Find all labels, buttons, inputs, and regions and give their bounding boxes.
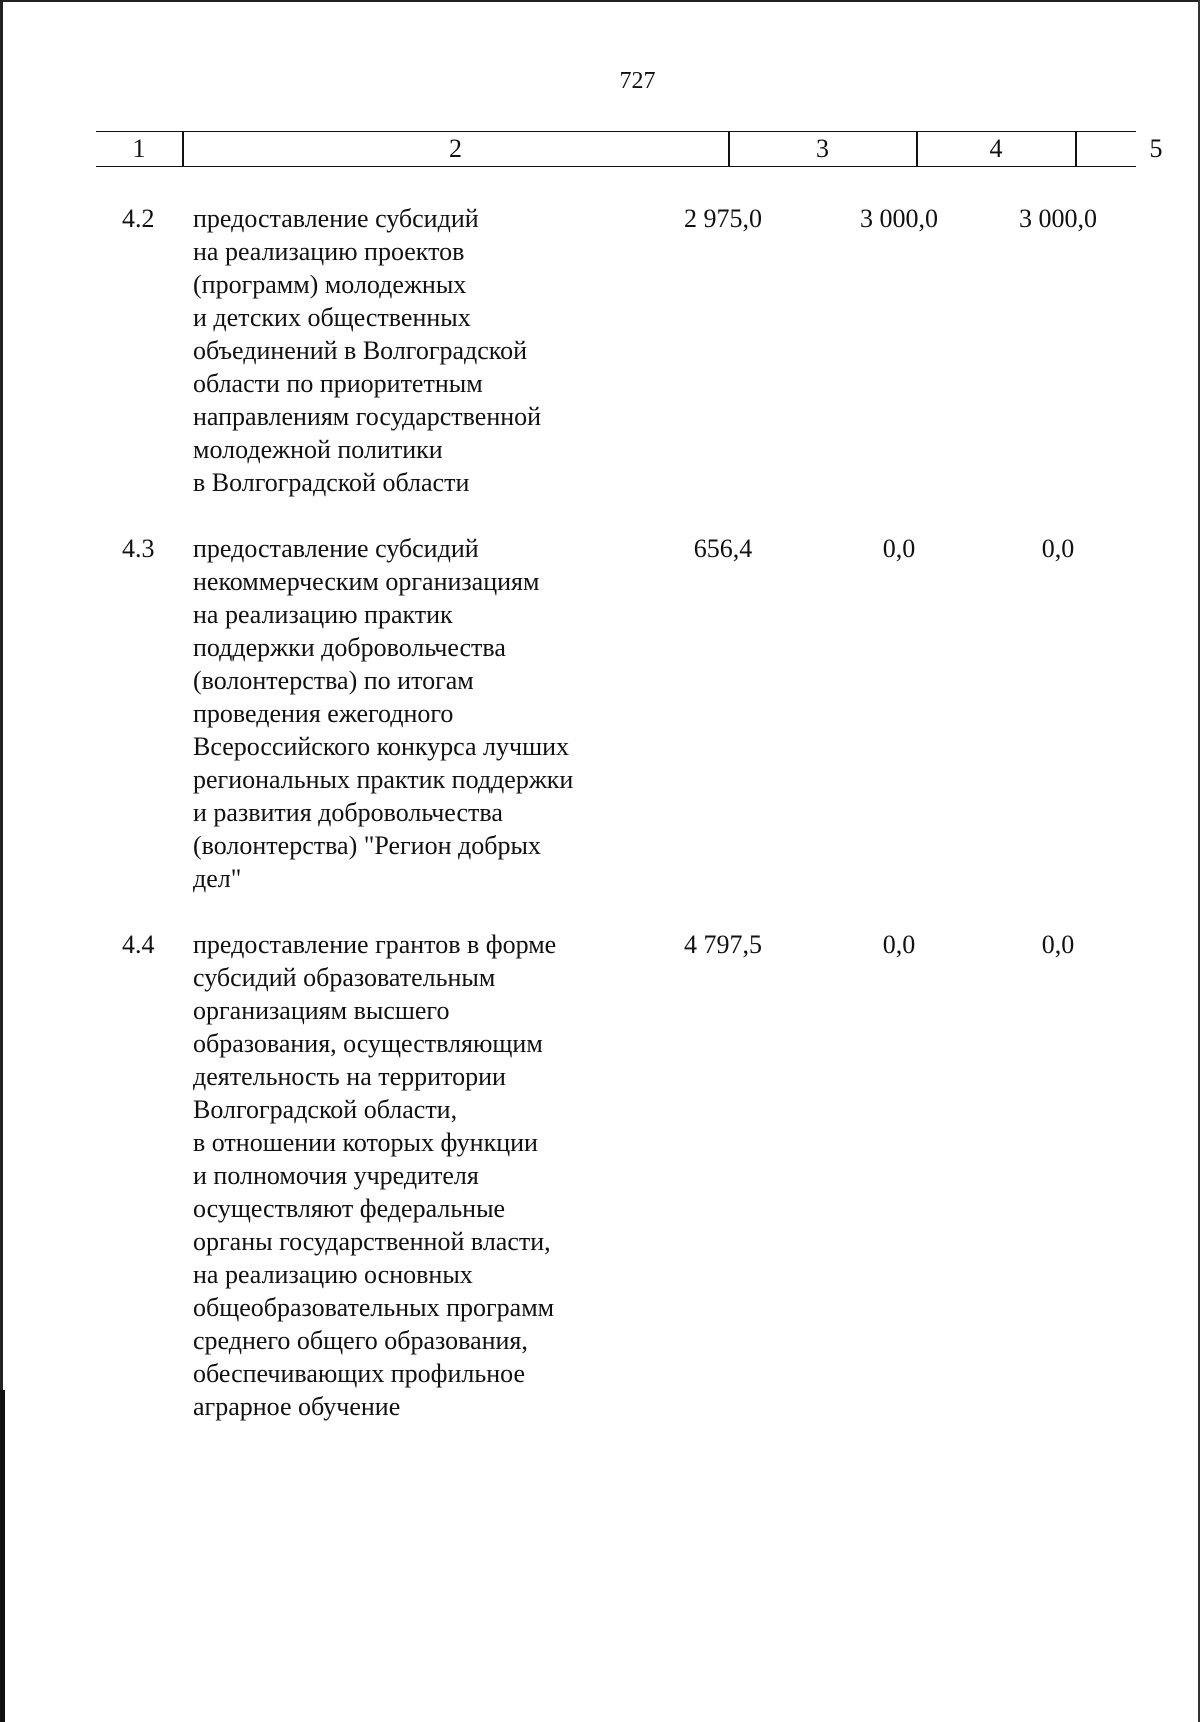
row-description — [193, 202, 623, 499]
value-col-4: 0,0 — [882, 930, 916, 959]
description-line: некоммерческим организациям — [193, 567, 540, 596]
header-cell-1: 1 — [132, 134, 146, 163]
value-col-5: 0,0 — [1041, 534, 1075, 563]
value-col-4: 0,0 — [882, 534, 916, 563]
row-number: 4.4 — [122, 930, 155, 959]
value-col-4: 3 000,0 — [860, 204, 938, 233]
description-line: обеспечивающих профильное — [193, 1359, 526, 1388]
description-line: деятельность на территории — [193, 1062, 506, 1091]
description-line: дел" — [193, 864, 242, 893]
header-cell-3: 3 — [816, 134, 829, 163]
description-line: на реализацию основных — [193, 1260, 473, 1289]
description-line: региональных практик поддержки — [193, 765, 574, 794]
description-line: на реализацию проектов — [193, 237, 465, 266]
description-line: Волгоградской области, — [193, 1095, 458, 1124]
row-description — [193, 532, 623, 895]
row-description — [193, 928, 623, 1423]
description-line: объединений в Волгоградской — [193, 336, 528, 365]
description-line: молодежной политики — [193, 435, 443, 464]
scan-border-left-shadow — [0, 1390, 5, 1722]
value-col-3: 2 975,0 — [684, 204, 762, 233]
description-line: органы государственной власти, — [193, 1227, 551, 1256]
description-line: Всероссийского конкурса лучших — [193, 732, 570, 761]
value-col-5: 3 000,0 — [1019, 204, 1097, 233]
scan-border-top — [0, 0, 1200, 2]
description-line: предоставление субсидий — [193, 534, 479, 563]
description-line: среднего общего образования, — [193, 1326, 528, 1355]
description-line: (программ) молодежных — [193, 270, 467, 299]
description-line: субсидий образовательным — [193, 963, 496, 992]
description-line: и детских общественных — [193, 303, 471, 332]
description-line: в отношении которых функции — [193, 1128, 538, 1157]
header-cell-4: 4 — [989, 134, 1003, 163]
page-number: 727 — [619, 68, 656, 94]
description-line: предоставление грантов в форме — [193, 930, 557, 959]
description-line: направлениям государственной — [193, 402, 542, 431]
header-cell-5: 5 — [1149, 134, 1163, 163]
table-header — [96, 131, 1163, 167]
description-line: в Волгоградской области — [193, 468, 470, 497]
description-line: осуществляют федеральные — [193, 1194, 506, 1223]
description-line: проведения ежегодного — [193, 699, 454, 728]
description-line: области по приоритетным — [193, 369, 483, 398]
description-line: (волонтерства) "Регион добрых — [193, 831, 541, 860]
header-cell-2: 2 — [449, 134, 462, 163]
description-line: на реализацию практик — [193, 600, 453, 629]
value-col-3: 656,4 — [693, 534, 753, 563]
description-line: общеобразовательных программ — [193, 1293, 555, 1322]
description-line: образования, осуществляющим — [193, 1029, 543, 1058]
description-line: аграрное обучение — [193, 1392, 401, 1421]
description-line: организациям высшего — [193, 996, 450, 1025]
row-number: 4.2 — [122, 204, 155, 233]
description-line: и развития добровольчества — [193, 798, 503, 827]
description-line: поддержки добровольчества — [193, 633, 506, 662]
description-line: (волонтерства) по итогам — [193, 666, 474, 695]
value-col-5: 0,0 — [1041, 930, 1075, 959]
row-number: 4.3 — [122, 534, 155, 563]
value-col-3: 4 797,5 — [684, 930, 762, 959]
description-line: предоставление субсидий — [193, 204, 479, 233]
description-line: и полномочия учредителя — [193, 1161, 479, 1190]
